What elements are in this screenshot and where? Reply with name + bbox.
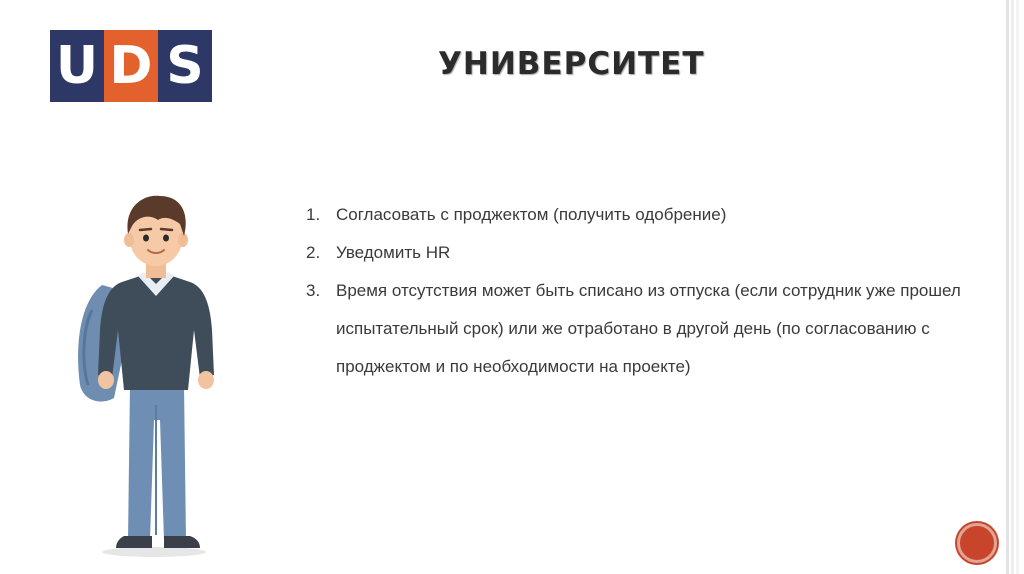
item-number: 3.: [306, 281, 321, 300]
circle-button-icon[interactable]: [957, 523, 997, 563]
logo-letter-s: S: [158, 30, 212, 102]
uds-logo: [50, 30, 212, 102]
item-number: 1.: [306, 205, 321, 224]
student-with-backpack-icon: [72, 190, 232, 560]
list-item: [306, 272, 996, 386]
edge-stripe: [1006, 0, 1009, 574]
item-number: 2.: [306, 243, 321, 262]
edge-stripe: [1011, 0, 1014, 574]
slide-title: УНИВЕРСИТЕТ: [438, 46, 705, 82]
steps-list: [306, 196, 996, 386]
list-item: [306, 234, 996, 272]
logo-letter-u: U: [50, 30, 104, 102]
logo-letter-d: D: [104, 30, 158, 102]
item-text: Уведомить HR: [336, 243, 451, 262]
edge-stripe: [1016, 0, 1019, 574]
list-item: [306, 196, 996, 234]
item-text: Время отсутствия может быть списано из отпуска (если сотрудник уже прошел испытательный срок) или же отработано в другой день (по согласованию с проджектом и по необходимости на проекте): [336, 281, 961, 376]
item-text: Согласовать с проджектом (получить одобрение): [336, 205, 727, 224]
